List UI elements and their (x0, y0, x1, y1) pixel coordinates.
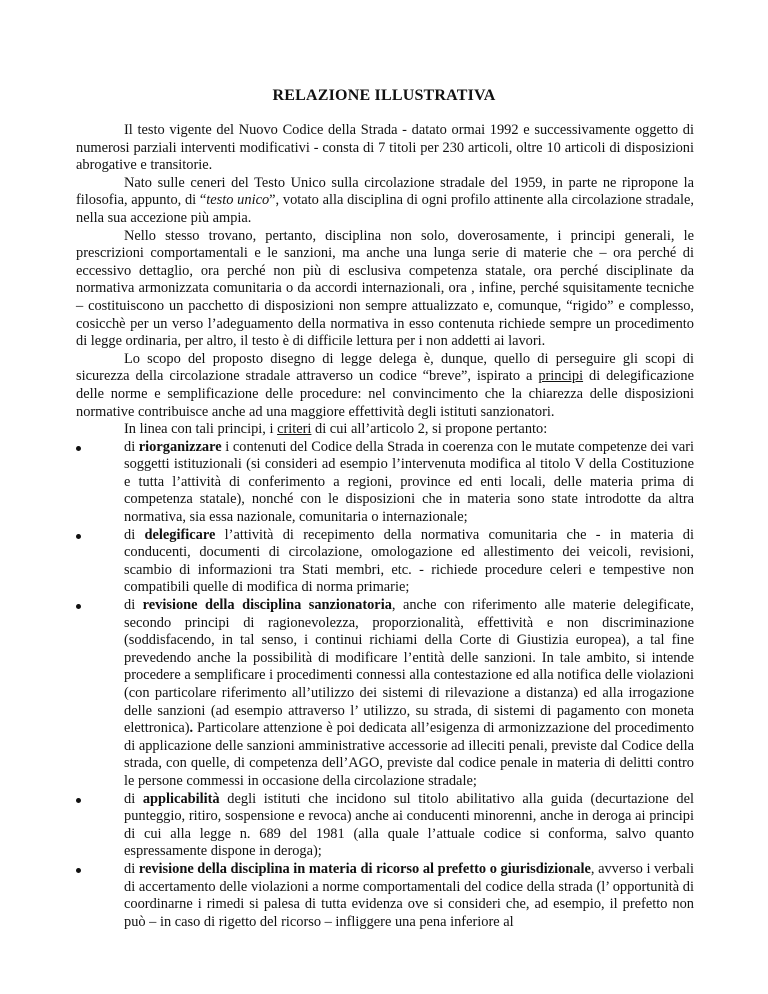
list-item-text: , anche con riferimento alle materie delegificate, secondo principi di ragionevolezza, proporzionalità, effettività e non discriminazione (soddisfacendo, in tal senso, i continui richiami della Corte di Giustizia europea), a tal fine prevedendo anche la possibilità di modificare l’entità delle sanzioni. In tale ambito, si intende procedere a semplificare i procedimenti connessi alla contestazione ed alla notifica delle violazioni (con particolare riferimento all’utilizzo dei sistemi di rilevazione a distanza) ed alla irrogazione delle sanzioni (ad esempio attraverso l’ utilizzo, su strada, di sistemi di pagamento con moneta elettronica) (124, 597, 694, 737)
paragraph-4-text-end: di delegificazione delle norme e semplificazione delle procedure: nel convincimento che la chiarezza delle disposizioni normative contribuisce anche ad una maggiore effettività degli istituti sanzionatori. (76, 368, 695, 420)
bullet-icon (76, 534, 81, 539)
criteria-list (76, 439, 694, 932)
paragraph-5-underlined: criteri (277, 421, 312, 438)
document-body (76, 122, 694, 931)
paragraph-4-text: Lo scopo del proposto disegno di legge delega è, dunque, quello di perseguire gli scopi di sicurezza della circolazione stradale attraverso un codice “breve”, ispirato a (76, 350, 694, 385)
paragraph-4-underlined: principi (538, 368, 584, 385)
bullet-icon (76, 798, 81, 803)
bullet-icon (76, 868, 81, 873)
list-item-text: Particolare attenzione è poi dedicata all’esigenza di armonizzazione del procedimento di applicazione delle sanzioni amministrative accessorie ad illeciti penali, previste dal Codice della strada, con quelle, di competenza dell’AGO, previste dal codice penale in materia di delitti contro le persone commessi in occasione della circolazione stradale; (124, 720, 694, 789)
bullet-icon (76, 604, 81, 609)
list-item-text: , avverso i verbali di accertamento delle violazioni a norme comportamentali del codice della strada (l’ opportunità di coordinarne i rimedi si palesa di tutta evidenza ove si consideri che, ad esempio, il prefetto non può – in caso di rigetto del ricorso – infliggere una pena inferiore al (124, 860, 695, 930)
paragraph-5-text-end: di cui all’articolo 2, si propone pertanto: (311, 421, 548, 438)
list-item (76, 597, 694, 791)
list-item-text: di (124, 860, 139, 877)
list-item-bold: applicabilità (142, 790, 220, 807)
list-item-text: di (124, 438, 139, 455)
list-item-bold: delegificare (144, 526, 216, 543)
list-item-text: di (124, 526, 145, 543)
paragraph-2-text: Nato sulle ceneri del Testo Unico sulla circolazione stradale del 1959, in parte ne ripropone la filosofia, appunto, di “ (76, 174, 694, 209)
paragraph-2-italic: testo unico (206, 192, 270, 209)
list-item-text: l’attività di recepimento della normativa comunitaria che - in materia di conducenti, documenti di circolazione, omologazione ed allestimento dei veicoli, revisioni, scambio di informazioni tra Stati membri, etc. - richiede procedure celeri e tempestive non compatibili quelle di modifica di norma primarie; (124, 526, 695, 596)
list-item (76, 527, 694, 597)
paragraph-5-text: In linea con tali principi, i (124, 421, 278, 438)
paragraph-1: Il testo vigente del Nuovo Codice della Strada - datato ormai 1992 e successivamente oggetto di numerosi parziali interventi modificativi - consta di 7 titoli per 230 articoli, oltre 10 articoli di disposizioni abrogative e transitorie. (76, 122, 694, 174)
list-item-bold: . (189, 720, 194, 737)
list-item-bold: riorganizzare (138, 438, 222, 455)
list-item (76, 861, 694, 931)
list-item-text: i contenuti del Codice della Strada in coerenza con le mutate competenze dei vari soggetti istituzionali (si consideri ad esempio l’intervenuta modifica al titolo V della Costituzione e tutta l’attività di conferimento a regioni, province ed enti locali, delle materia prima di competenza statale), nonché con le disposizioni che in materia sono state introdotte da altra normativa, sia essa nazionale, comunitaria o internazionale; (124, 438, 694, 526)
list-item-text: di (124, 790, 143, 807)
document-title: RELAZIONE ILLUSTRATIVA (272, 87, 496, 104)
list-item-bold: revisione della disciplina sanzionatoria (142, 597, 392, 614)
list-item-text: di (124, 597, 143, 614)
list-item-bold: revisione della disciplina in materia di ricorso al prefetto o giurisdizionale (138, 860, 591, 877)
paragraph-2 (76, 175, 694, 228)
bullet-icon (76, 446, 81, 451)
paragraph-5 (76, 421, 694, 439)
list-item-text: degli istituti che incidono sul titolo abilitativo alla guida (decurtazione del punteggio, ritiro, sospensione e revoca) anche ai conducenti minorenni, anche in deroga ai principi di cui alla legge n. 689 del 1981 (alla quale l’attuale codice si conforma, salvo quanto espressamente dispone in deroga); (124, 790, 694, 860)
paragraph-3: Nello stesso trovano, pertanto, disciplina non solo, doverosamente, i principi generali, le prescrizioni comportamentali e le sanzioni, ma anche una lunga serie di materie che – ora perché di eccessivo dettaglio, ora perché non più di esclusiva competenza statale, ora perché disciplinate da normativa armonizzata comunitaria o da accordi internazionali, ora , infine, perché squisitamente tecniche – costituiscono un pacchetto di disposizioni non sempre attualizzato e, comunque, “rigido” e complesso, cosicchè per un verso l’adeguamento della normativa in esso contenuta richiede sempre un procedimento di legge ordinaria, per altro, il testo è di difficile lettura per i non addetti ai lavori. (76, 227, 694, 350)
paragraph-2-text-end: ”, votato alla disciplina di ogni profilo attinente alla circolazione stradale, nella sua accezione più ampia. (76, 192, 695, 226)
list-item (76, 791, 694, 861)
list-item (76, 439, 694, 527)
paragraph-4 (76, 351, 694, 421)
